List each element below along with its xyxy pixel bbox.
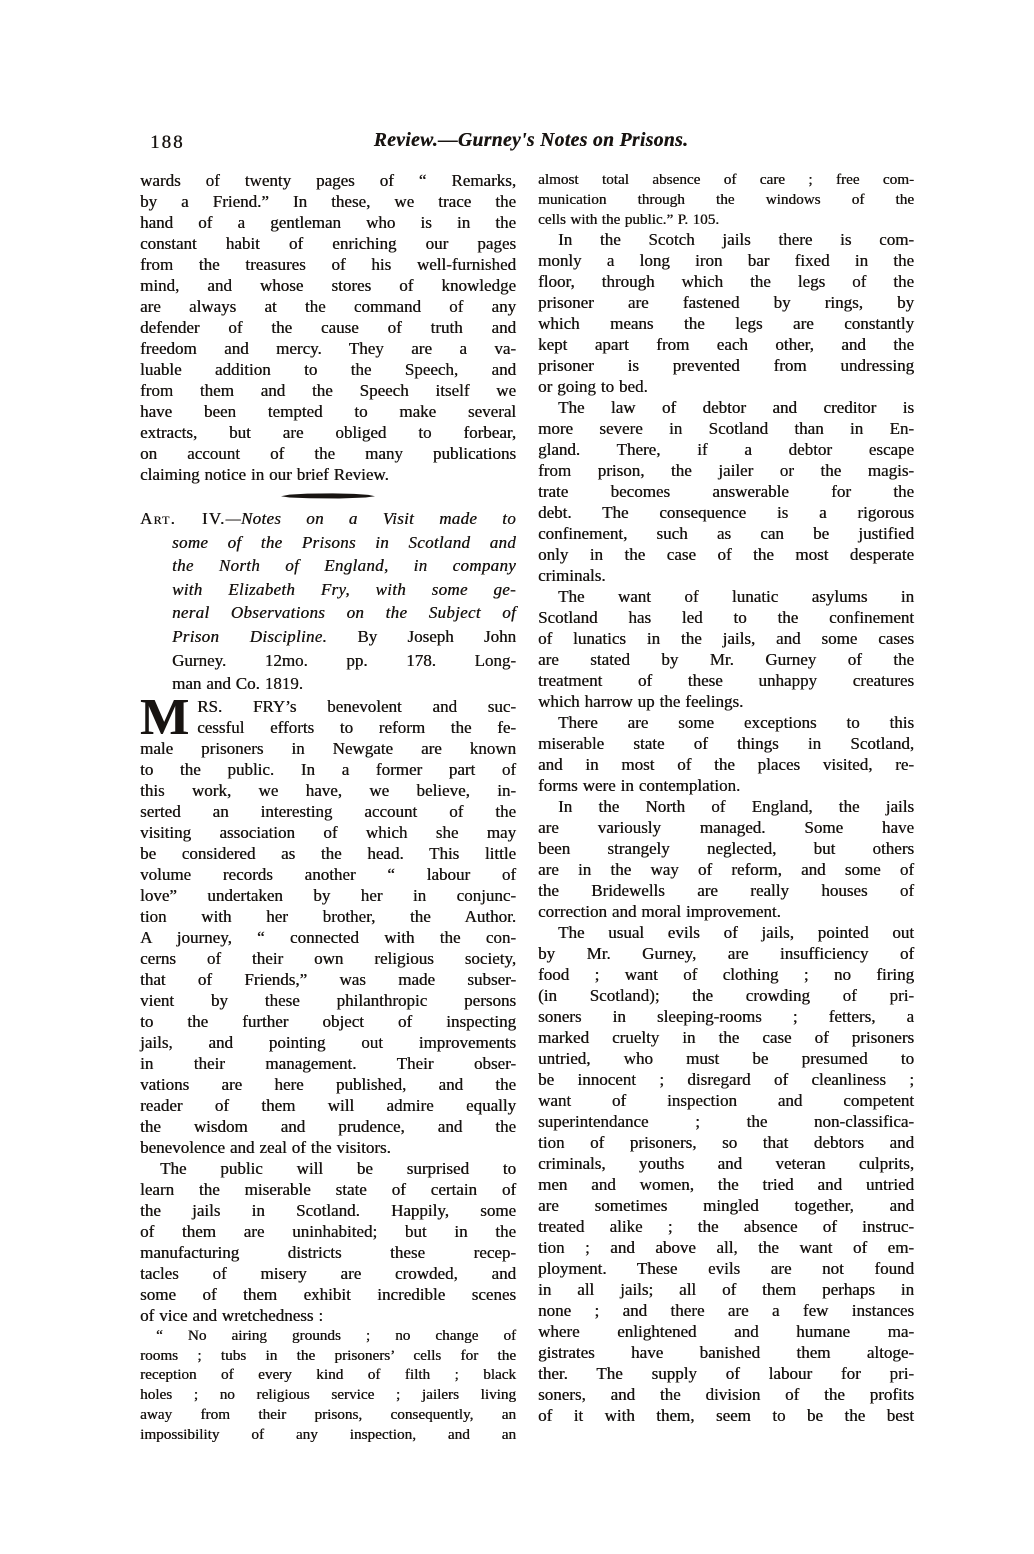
paragraph xyxy=(538,397,914,586)
text-line: almost total absence of care ; free com- xyxy=(538,171,914,188)
text-line: treated alike ; the absence of instruc- xyxy=(538,1217,914,1237)
text-line: learn the miserable state of certain of xyxy=(140,1179,516,1199)
text-line: tion ; and above all, the want of em- xyxy=(538,1238,914,1258)
text-line: manufacturing districts these recep- xyxy=(140,1242,516,1262)
text-line: prisoner is prevented from undressing xyxy=(538,356,914,376)
text-line: (in Scotland); the crowding of pri- xyxy=(538,986,914,1006)
page-number: 188 xyxy=(150,132,185,153)
paragraph xyxy=(538,586,914,712)
text-line: criminals. xyxy=(538,566,606,586)
text-line: to the further object of inspecting xyxy=(140,1011,516,1031)
right-column xyxy=(538,170,914,1426)
divider-rule xyxy=(281,493,375,499)
text-line: ployment. These evils are not found xyxy=(538,1259,914,1279)
block-quote xyxy=(140,1326,516,1445)
text-line: in all jails; all of them perhaps in xyxy=(538,1280,914,1300)
text-segment: Art. IV. xyxy=(140,509,226,528)
text-line: constant habit of enriching our pages xyxy=(140,234,516,253)
text-line: are stated by Mr. Gurney of the xyxy=(538,650,914,670)
text-line: monly a long iron bar fixed in the xyxy=(538,251,914,271)
text-line: where enlightened and humane ma- xyxy=(538,1322,914,1342)
text-line: gland. There, if a debtor escape xyxy=(538,440,914,460)
text-line: from the treasures of his well-furnished xyxy=(140,255,516,274)
text-line: men and women, the tried and untried xyxy=(538,1175,914,1195)
text-line: by Mr. Gurney, are insufficiency of xyxy=(538,944,914,964)
text-line: of lunatics in the jails, and some cases xyxy=(538,629,914,649)
text-line: serted an interesting account of the xyxy=(140,801,516,821)
text-line: reception of every kind of filth ; black xyxy=(140,1366,516,1384)
text-line: this work, we have, we believe, in- xyxy=(140,780,516,800)
text-segment: —Notes on a Visit made to xyxy=(225,509,516,528)
continuation-paragraph xyxy=(140,170,516,485)
text-line: benevolence and zeal of the visitors. xyxy=(140,1137,391,1157)
text-line: untried, who must be presumed to xyxy=(538,1049,914,1069)
text-line: luable addition to the Speech, and xyxy=(140,360,516,379)
text-line: from prison, the jailer or the magis- xyxy=(538,461,914,481)
text-line: are in the way of reform, and some of xyxy=(538,860,914,880)
text-line: soners, and the division of the profits xyxy=(538,1385,914,1405)
text-line: kept apart from each other, and the xyxy=(538,335,914,355)
text-line: gistrates have banished them altoge- xyxy=(538,1343,914,1363)
text-segment: the North of England, in company xyxy=(172,556,516,576)
paragraph xyxy=(140,1158,516,1326)
drop-cap: M xyxy=(140,688,190,746)
text-line: vations are here published, and the xyxy=(140,1074,516,1094)
text-line: some of them exhibit incredible scenes xyxy=(140,1284,516,1304)
text-line: of them are uninhabited; but in the xyxy=(140,1221,516,1241)
text-line: superintendance ; the non-classifica- xyxy=(538,1112,914,1132)
text-segment: By Joseph John xyxy=(327,626,516,646)
text-line: which harrow up the feelings. xyxy=(538,692,744,712)
text-line: be considered as the head. This little xyxy=(140,843,516,863)
text-line: have been tempted to make several xyxy=(140,402,516,421)
text-line xyxy=(140,507,516,531)
text-line: male prisoners in Newgate are known xyxy=(140,738,516,758)
text-line xyxy=(172,625,516,649)
text-line: There are some exceptions to this xyxy=(558,713,914,733)
text-line: jails, and pointing out improvements xyxy=(140,1032,516,1052)
text-line: floor, through which the legs of the xyxy=(538,272,914,292)
section-divider xyxy=(140,485,516,507)
text-line: tacles of misery are crowded, and xyxy=(140,1263,516,1283)
text-line xyxy=(172,672,516,696)
text-line: volume records another “ labour of xyxy=(140,864,516,884)
text-line: be innocent ; disregard of cleanliness ; xyxy=(538,1070,914,1090)
text-line: visiting association of which she may xyxy=(140,822,516,842)
text-line: The public will be surprised to xyxy=(160,1158,516,1178)
text-line: cells with the public.” P. 105. xyxy=(538,210,720,228)
text-line: are variously managed. Some have xyxy=(538,818,914,838)
text-line: mind, and whose stores of knowledge xyxy=(140,276,516,295)
text-line: want of inspection and competent xyxy=(538,1091,914,1111)
text-line: correction and moral improvement. xyxy=(538,902,781,922)
text-line: Scotland has led to the confinement xyxy=(538,608,914,628)
text-line: soners in sleeping-rooms ; fetters, a xyxy=(538,1007,914,1027)
text-line: wards of twenty pages of “ Remarks, xyxy=(140,171,516,190)
text-line: marked cruelty in the case of prisoners xyxy=(538,1028,914,1048)
text-line: “ No airing grounds ; no change of xyxy=(156,1326,516,1344)
text-segment: with Elizabeth Fry, with some ge- xyxy=(172,579,516,599)
text-line: from them and the Speech itself we xyxy=(140,381,516,400)
text-line: The law of debtor and creditor is xyxy=(558,398,914,418)
text-line: treatment of these unhappy creatures xyxy=(538,671,914,691)
text-line xyxy=(172,649,516,673)
running-title: Review.—Gurney's Notes on Prisons. xyxy=(373,130,689,151)
text-line: prisoner are fastened by rings, by xyxy=(538,293,914,313)
text-line: the wisdom and prudence, and the xyxy=(140,1116,516,1136)
text-line: holes ; no religious service ; jailers living xyxy=(140,1386,516,1404)
text-line: The usual evils of jails, pointed out xyxy=(558,923,914,943)
text-line: forms were in contemplation. xyxy=(538,776,741,796)
text-line: debt. The consequence is a rigorous xyxy=(538,503,914,523)
text-line: cessful efforts to reform the fe- xyxy=(197,717,516,737)
text-line: food ; want of clothing ; no firing xyxy=(538,965,914,985)
text-line: of it with them, seem to be the best xyxy=(538,1406,914,1426)
text-line: away from their prisons, consequently, an xyxy=(140,1405,516,1423)
text-line xyxy=(172,554,516,578)
left-column xyxy=(140,170,516,1445)
text-line: are sometimes mingled together, and xyxy=(538,1196,914,1216)
text-line: tion with her brother, the Author. xyxy=(140,906,516,926)
text-line: extracts, but are obliged to forbear, xyxy=(140,423,516,442)
text-line xyxy=(172,578,516,602)
paragraph xyxy=(538,712,914,796)
text-line: trate becomes answerable for the xyxy=(538,482,914,502)
text-segment: Prison Discipline. xyxy=(172,626,328,646)
text-line: reader of them will admire equally xyxy=(140,1095,516,1115)
text-line: rooms ; tubs in the prisoners’ cells for the xyxy=(140,1346,516,1364)
text-line xyxy=(172,531,516,555)
text-line: and in most of the places visited, re- xyxy=(538,755,914,775)
text-line: In the Scotch jails there is com- xyxy=(558,230,914,250)
block-quote xyxy=(538,170,914,229)
text-line: the jails in Scotland. Happily, some xyxy=(140,1200,516,1220)
opening-paragraph xyxy=(140,688,516,1158)
text-line: claiming notice in our brief Review. xyxy=(140,465,389,484)
text-segment: Gurney. 12mo. pp. 178. Long- xyxy=(172,650,516,670)
text-line: are always at the command of any xyxy=(140,297,516,316)
text-line: cerns of their own religious society, xyxy=(140,948,516,968)
text-segment: man and Co. 1819. xyxy=(172,674,303,694)
paragraph xyxy=(538,922,914,1426)
text-line: defender of the cause of truth and xyxy=(140,318,516,337)
text-line: impossibility of any inspection, and an xyxy=(140,1425,516,1443)
text-line: been strangely neglected, but others xyxy=(538,839,914,859)
text-line: love” undertaken by her in conjunc- xyxy=(140,885,516,905)
text-line xyxy=(172,601,516,625)
text-line: more severe in Scotland than in En- xyxy=(538,419,914,439)
text-line: which means the legs are constantly xyxy=(538,314,914,334)
text-line: munication through the windows of the xyxy=(538,190,914,208)
text-line: In the North of England, the jails xyxy=(558,797,914,817)
text-line: RS. FRY’s benevolent and suc- xyxy=(197,696,516,716)
text-segment: some of the Prisons in Scotland and xyxy=(172,532,516,552)
text-line: to the public. In a former part of xyxy=(140,759,516,779)
paragraph xyxy=(538,796,914,922)
text-line: by a Friend.” In these, we trace the xyxy=(140,192,516,211)
text-line: ther. The supply of labour for pri- xyxy=(538,1364,914,1384)
paragraph xyxy=(538,229,914,397)
text-line: miserable state of things in Scotland, xyxy=(538,734,914,754)
text-line: vient by these philanthropic persons xyxy=(140,990,516,1010)
article-heading xyxy=(140,507,516,696)
text-line: of vice and wretchedness : xyxy=(140,1305,324,1325)
text-line: criminals, youths and veteran culprits, xyxy=(538,1154,914,1174)
text-line: A journey, “ connected with the con- xyxy=(140,927,516,947)
text-line: confinement, such as can be justified xyxy=(538,524,914,544)
text-line: the Bridewells are really houses of xyxy=(538,881,914,901)
text-line: that of Friends,” was made subser- xyxy=(140,969,516,989)
text-line: none ; and there are a few instances xyxy=(538,1301,914,1321)
text-line: only in the case of the most desperate xyxy=(538,545,914,565)
text-line: The want of lunatic asylums in xyxy=(558,587,914,607)
text-line: freedom and mercy. They are a va- xyxy=(140,339,516,358)
text-line: on account of the many publications xyxy=(140,444,516,463)
text-line: tion of prisoners, so that debtors and xyxy=(538,1133,914,1153)
text-line: in their management. Their obser- xyxy=(140,1053,516,1073)
text-columns xyxy=(140,170,914,1445)
text-line: hand of a gentleman who is in the xyxy=(140,213,516,232)
text-line: or going to bed. xyxy=(538,377,648,397)
text-segment: neral Observations on the Subject of xyxy=(172,603,516,623)
page-header xyxy=(148,130,914,164)
